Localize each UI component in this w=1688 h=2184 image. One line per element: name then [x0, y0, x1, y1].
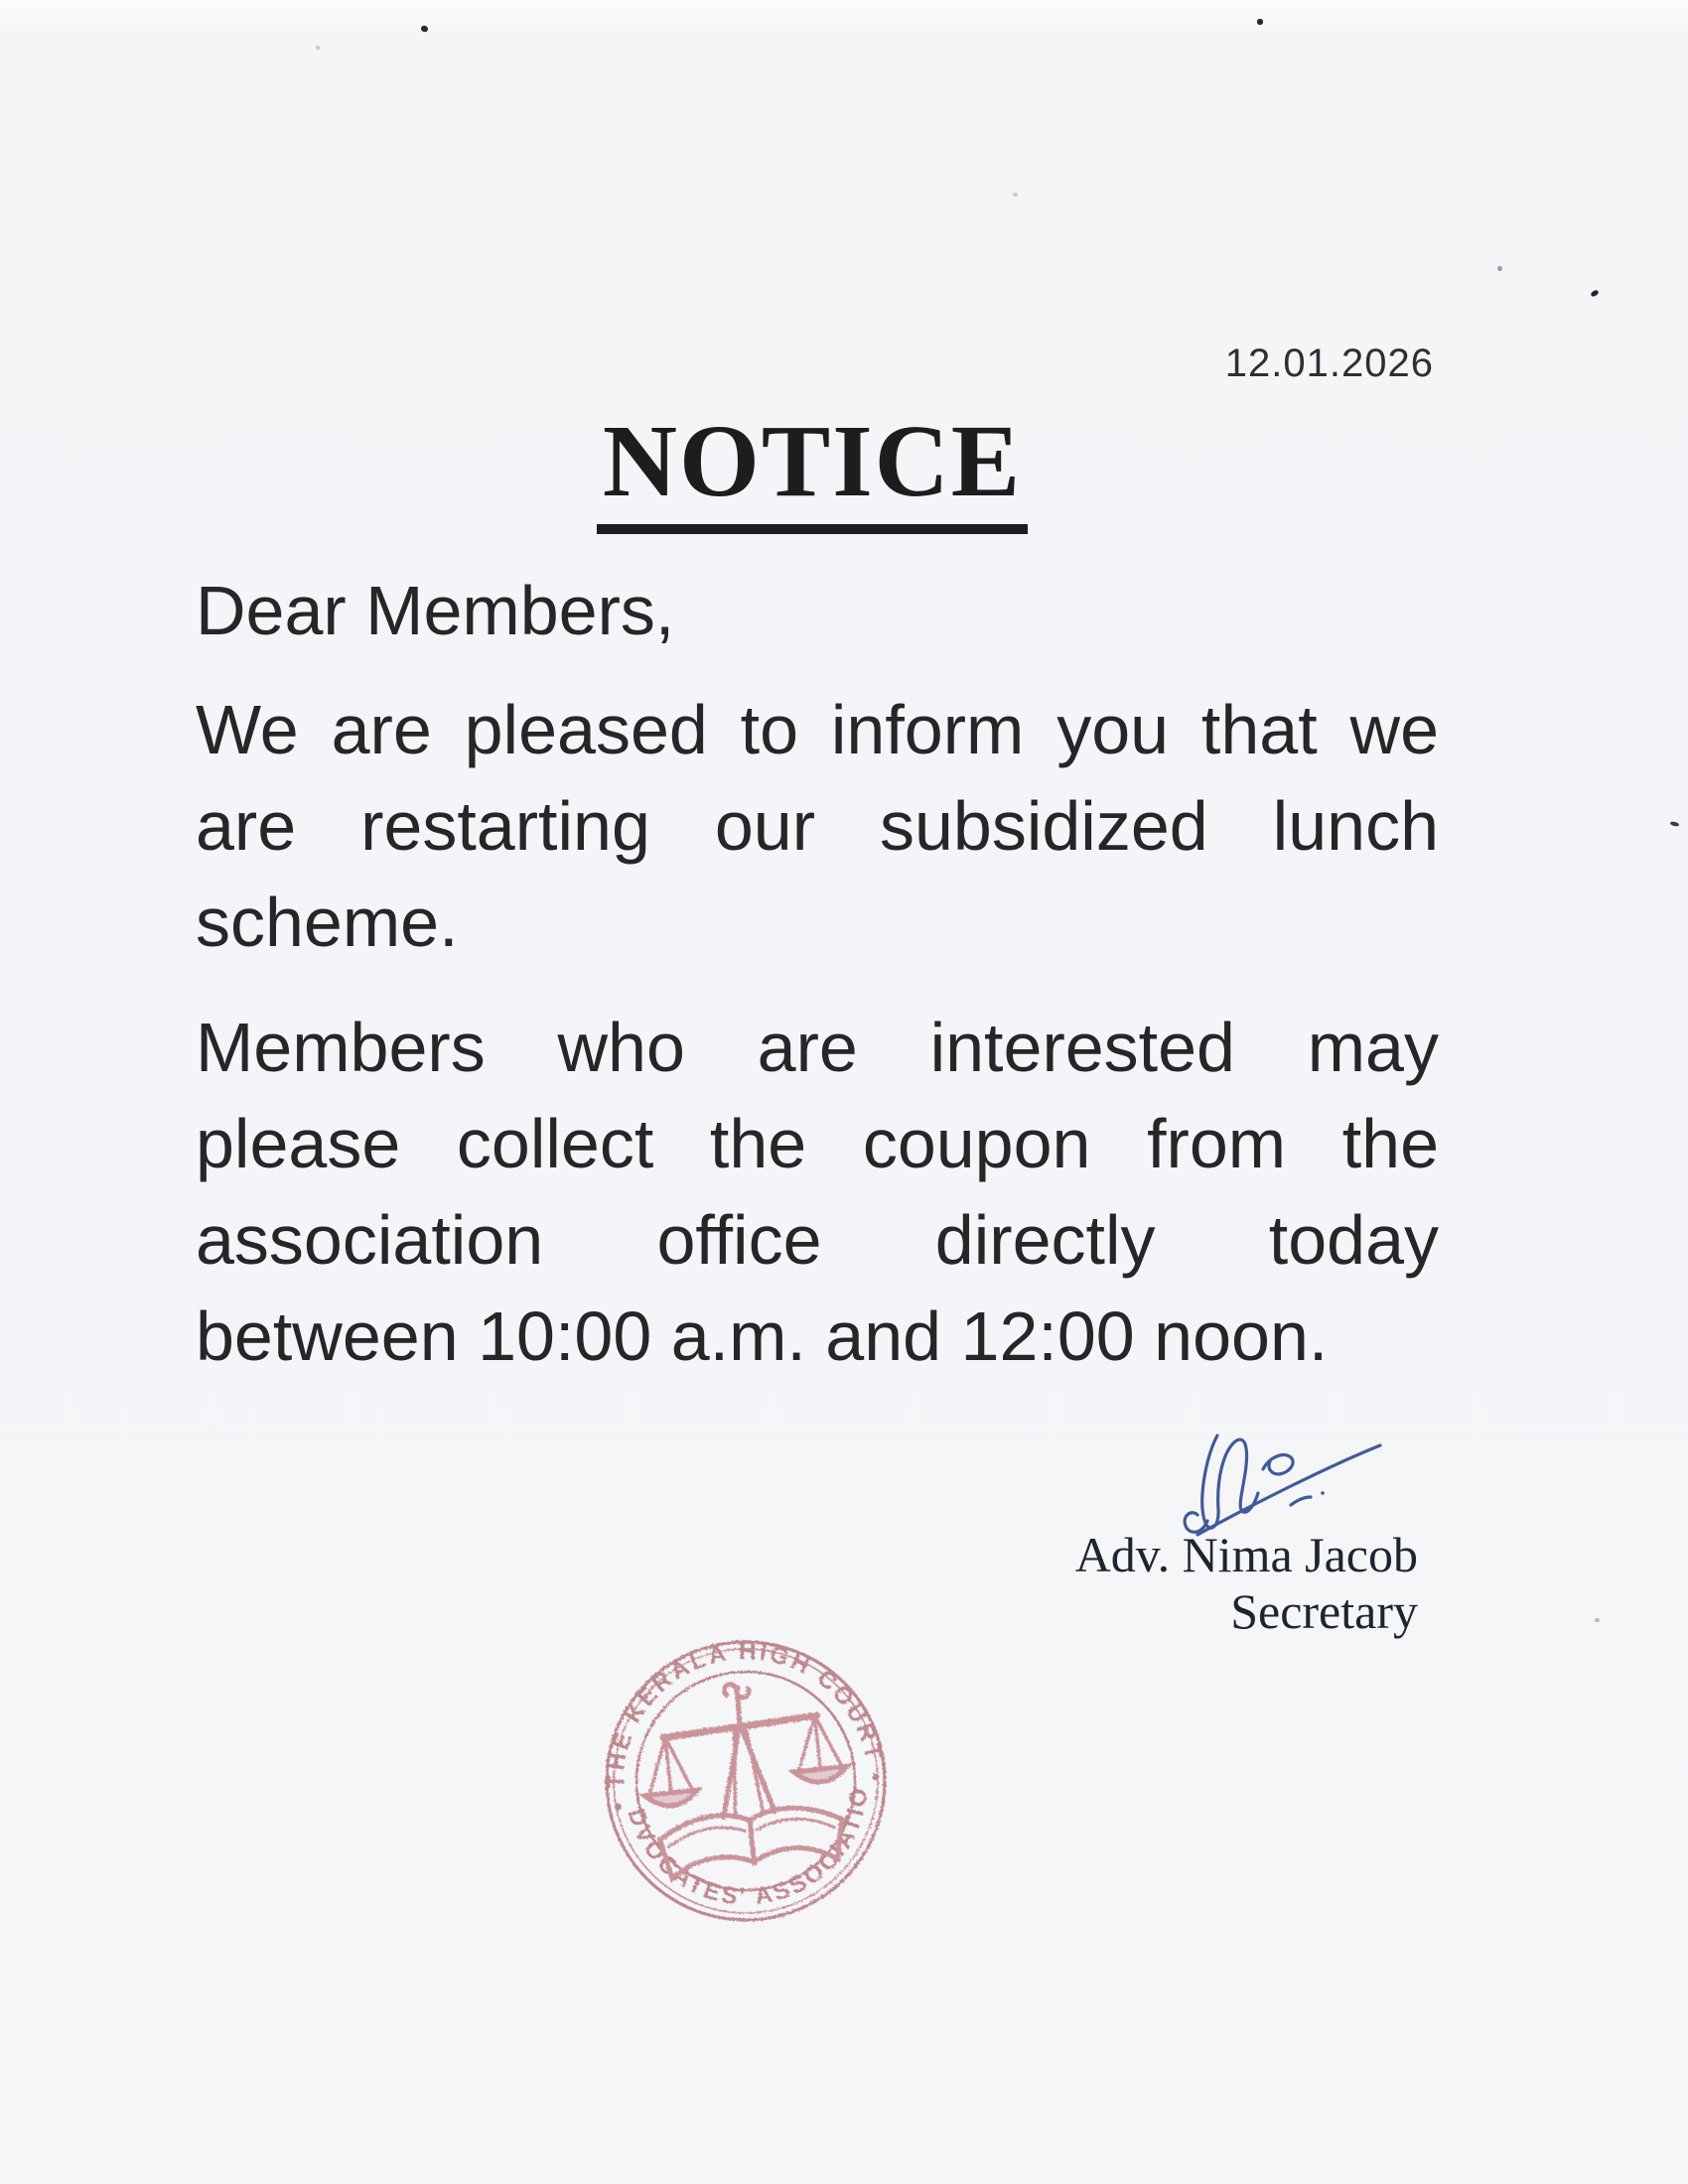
scan-speck	[316, 46, 320, 50]
scan-speck	[1257, 19, 1263, 25]
notice-line: are restarting our subsidized lunch	[196, 787, 1439, 865]
scan-speck	[1497, 266, 1502, 271]
scan-speck	[420, 25, 429, 33]
scan-speck	[1670, 821, 1680, 827]
notice-date: 12.01.2026	[1224, 341, 1434, 385]
signatory-role: Secretary	[1230, 1583, 1418, 1639]
scan-speck	[1013, 193, 1018, 197]
notice-line: between 10:00 a.m. and 12:00 noon.	[196, 1297, 1329, 1375]
notice-line: association office directly today	[196, 1201, 1439, 1279]
notice-line: We are pleased to inform you that we	[196, 691, 1439, 768]
stamp-group	[589, 1624, 903, 1934]
scan-speck	[1595, 1618, 1600, 1622]
notice-title-wrap	[0, 405, 1656, 534]
signatory-name: Adv. Nima Jacob	[1074, 1527, 1418, 1582]
paragraph-1	[196, 682, 1439, 971]
signatory-block	[1075, 1527, 1418, 1640]
notice-line: please collect the coupon from the	[196, 1105, 1439, 1182]
stamp-arc-top-text: • THE KERALA HIGH COURT •	[602, 1638, 890, 1814]
paragraph-2	[196, 1000, 1439, 1385]
stamp-outer-ring-inner-line	[601, 1636, 891, 1926]
notice-line: scheme.	[196, 884, 459, 961]
notice-title: NOTICE	[597, 405, 1028, 534]
salutation: Dear Members,	[196, 572, 675, 649]
notice-line: Members who are interested may	[196, 1009, 1439, 1086]
stamp-arc-bottom-text: ADVOCATES' ASSOCIATION	[622, 1759, 874, 1911]
scan-speck	[1590, 289, 1599, 297]
association-stamp	[577, 1612, 914, 1950]
